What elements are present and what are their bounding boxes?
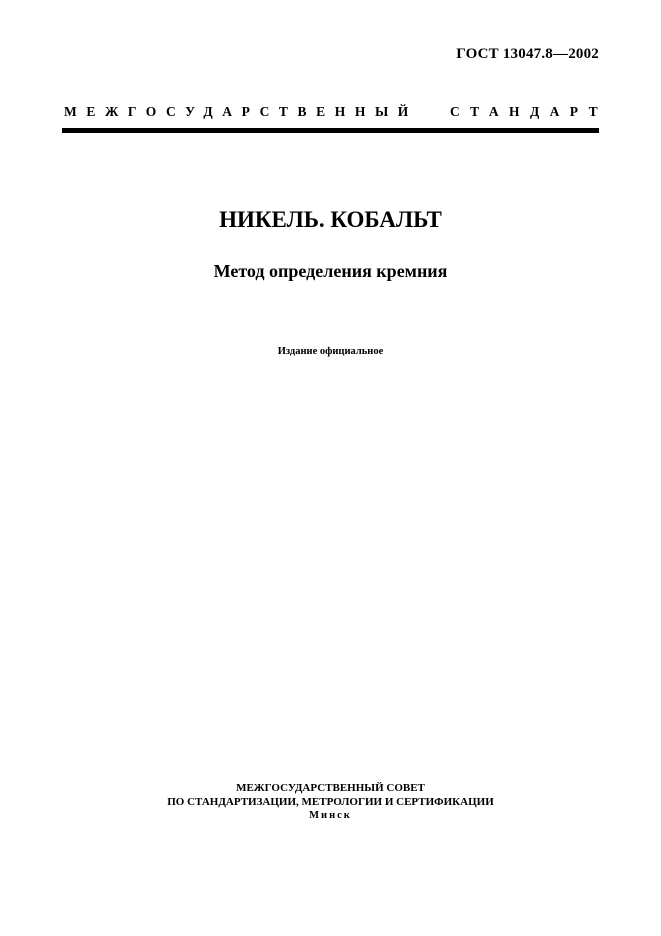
header-rule-divider xyxy=(62,128,599,133)
standard-type-word-1: МЕЖГОСУДАРСТВЕННЫЙ xyxy=(64,104,418,119)
publisher-line-2: ПО СТАНДАРТИЗАЦИИ, МЕТРОЛОГИИ И СЕРТИФИКАЦИИ xyxy=(167,796,494,808)
publisher-block xyxy=(0,781,661,823)
edition-note: Издание официальное xyxy=(277,346,384,357)
standard-type-word-2: СТАНДАРТ xyxy=(450,104,608,119)
document-subtitle: Метод определения кремния xyxy=(213,261,448,281)
document-title: НИКЕЛЬ. КОБАЛЬТ xyxy=(219,207,442,232)
publisher-line-1: МЕЖГОСУДАРСТВЕННЫЙ СОВЕТ xyxy=(236,782,425,794)
document-number: ГОСТ 13047.8—2002 xyxy=(456,46,599,62)
standard-type-heading xyxy=(64,104,608,120)
publisher-city: Минск xyxy=(309,810,352,821)
